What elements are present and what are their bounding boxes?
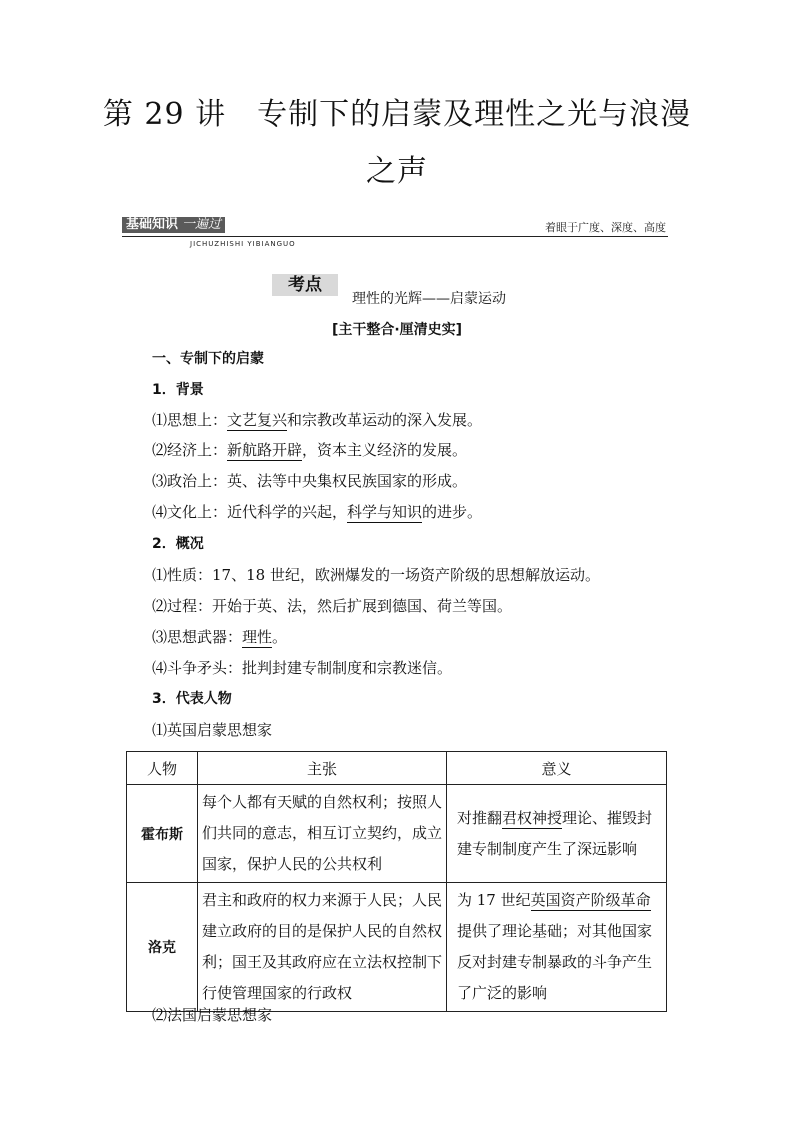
underlined-term: 科学与知识 [347,503,423,521]
cell-significance: 为 17 世纪英国资产阶级革命提供了理论基础；对其他国家反对封建专制暴政的斗争产生了广泛的影响 [447,883,667,1012]
paragraph-1-1-3: ⑶政治上：英、法等中央集权民族国家的形成。 [152,472,468,490]
paragraph-1-1-4: ⑷文化上：近代科学的兴起，科学与知识的进步。 [152,503,483,521]
banner-right-text: 着眼于广度、深度、高度 [545,221,666,234]
page-title-line1: 第 29 讲 专制下的启蒙及理性之光与浪漫 [102,97,692,132]
subheading-england: ⑴英国启蒙思想家 [152,721,273,739]
underlined-term: 英国资产阶级革命 [530,891,651,909]
underlined-term: 理性 [242,628,273,646]
kaodian-badge: 考点 [272,274,338,296]
underlined-term: 文艺复兴 [227,411,288,429]
table-row [127,883,667,1012]
table-row [127,785,667,883]
underlined-term: 君权神授 [502,808,563,827]
paragraph-1-2-2: ⑵过程：开始于英、法，然后扩展到德国、荷兰等国。 [152,597,513,615]
section-label: [主干整合·厘清史实] [331,322,463,338]
banner-main: 基础知识 [126,217,179,232]
banner-rule [122,236,668,237]
paragraph-1-2-3: ⑶思想武器：理性。 [152,628,288,646]
cell-claim: 君主和政府的权力来源于人民；人民建立政府的目的是保护人民的自然权利；国王及其政府应在立法权控制下行使管理国家的行政权 [198,883,447,1012]
heading-1-2: 2．概况 [152,536,204,552]
paragraph-1-1-2: ⑵经济上：新航路开辟，资本主义经济的发展。 [152,441,468,459]
banner-label [122,217,225,233]
cell-claim: 每个人都有天赋的自然权利；按照人们共同的意志，相互订立契约，成立国家，保护人民的公共权利 [198,785,447,883]
heading-1-1: 1．背景 [152,382,204,398]
paragraph-1-2-4: ⑷斗争矛头：批判封建专制制度和宗教迷信。 [152,659,453,677]
paragraph-1-1-1: ⑴思想上：文艺复兴和宗教改革运动的深入发展。 [152,411,483,429]
kaodian-subtitle: 理性的光辉——启蒙运动 [352,291,506,307]
cell-person: 洛克 [127,883,198,1012]
col-header-person: 人物 [127,752,198,785]
page-title-line2: 之声 [366,154,428,189]
col-header-significance: 意义 [447,752,667,785]
underlined-term: 新航路开辟 [227,441,303,459]
banner-accent: 一遍过 [182,217,222,232]
subheading-france: ⑵法国启蒙思想家 [152,1006,273,1024]
cell-person: 霍布斯 [127,785,198,883]
heading-1: 一、专制下的启蒙 [152,351,264,367]
col-header-claim: 主张 [198,752,447,785]
paragraph-1-2-1: ⑴性质：17、18 世纪，欧洲爆发的一场资产阶级的思想解放运动。 [152,566,600,584]
heading-1-3: 3．代表人物 [152,691,232,707]
banner-subtitle: JICHUZHISHI YIBIANGUO [190,240,296,248]
section-banner [122,217,668,248]
table-header-row [127,752,667,785]
cell-significance: 对推翻君权神授理论、摧毁封建专制制度产生了深远影响 [447,785,667,883]
thinkers-table [126,751,667,1012]
